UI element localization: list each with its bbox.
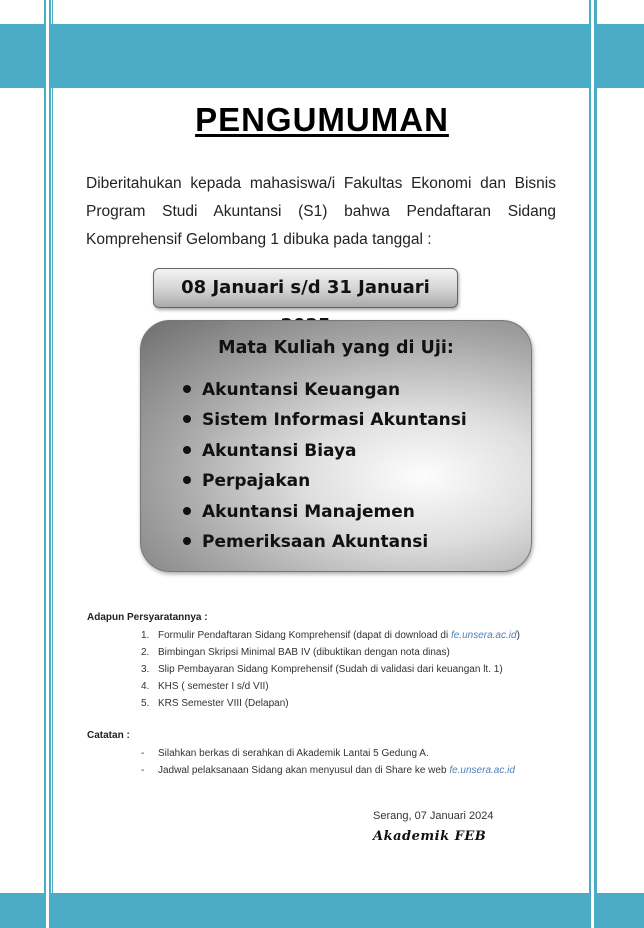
frame-inner-line-right — [596, 0, 597, 928]
course-box — [140, 320, 532, 572]
note-item — [141, 745, 515, 762]
requirement-item — [141, 644, 520, 661]
note-item — [141, 762, 515, 779]
requirement-item — [141, 661, 520, 678]
requirement-text-end: ) — [516, 630, 520, 641]
requirement-number: 4. — [141, 681, 150, 692]
course-item-label: Perpajakan — [202, 471, 311, 492]
website-link[interactable]: fe.unsera.ac.id — [450, 630, 517, 641]
announcement-title: PENGUMUMAN — [195, 101, 449, 138]
course-item — [181, 436, 467, 466]
course-heading: Mata Kuliah yang di Uji: — [218, 338, 454, 358]
course-item-label: Pemeriksaan Akuntansi — [202, 531, 429, 552]
requirement-text: KHS ( semester I s/d VII) — [158, 681, 269, 692]
course-item-label: Sistem Informasi Akuntansi — [202, 410, 467, 431]
course-item — [181, 375, 467, 405]
requirement-item — [141, 627, 520, 644]
course-item — [181, 405, 467, 435]
note-text: Jadwal pelaksanaan Sidang akan menyusul dan di Share ke web — [158, 765, 450, 776]
requirement-number: 5. — [141, 698, 150, 709]
date-range-box: 08 Januari s/d 31 Januari — [153, 268, 458, 308]
signature-name: Akademik FEB — [373, 829, 487, 844]
course-list — [181, 375, 467, 557]
requirements-label: Adapun Persyaratannya : — [87, 612, 208, 623]
notes-label: Catatan : — [87, 730, 130, 741]
course-item — [181, 527, 467, 557]
course-item-label: Akuntansi Biaya — [202, 440, 357, 461]
bullet-icon — [183, 537, 191, 545]
bullet-icon — [183, 476, 191, 484]
requirement-text: KRS Semester VIII (Delapan) — [158, 698, 289, 709]
frame-gap-right — [591, 0, 594, 928]
bullet-icon — [183, 385, 191, 393]
requirement-number: 2. — [141, 647, 150, 658]
note-dash: - — [141, 765, 145, 776]
requirement-text: Slip Pembayaran Sidang Komprehensif (Sudah di validasi dari keuangan lt. 1) — [158, 664, 503, 675]
requirements-list — [141, 627, 520, 712]
course-item — [181, 466, 467, 496]
note-text: Silahkan berkas di serahkan di Akademik Lantai 5 Gedung A. — [158, 748, 429, 759]
course-item-label: Akuntansi Manajemen — [202, 501, 415, 522]
bullet-icon — [183, 415, 191, 423]
intro-paragraph: Diberitahukan kepada mahasiswa/i Fakultas Ekonomi dan Bisnis Program Studi Akuntansi (S1) bahwa Pendaftaran Sidang Komprehensif Gelombang 1 dibuka pada tanggal : — [86, 175, 556, 248]
requirement-item — [141, 678, 520, 695]
requirement-text: Bimbingan Skripsi Minimal BAB IV (dibuktikan dengan nota dinas) — [158, 647, 450, 658]
header-band — [0, 24, 644, 88]
frame-gap-left — [46, 0, 49, 928]
signature-place-date: Serang, 07 Januari 2024 — [373, 810, 494, 822]
requirement-number: 3. — [141, 664, 150, 675]
requirement-text: Formulir Pendaftaran Sidang Komprehensif (dapat di download di — [158, 630, 451, 641]
course-item — [181, 497, 467, 527]
course-item-label: Akuntansi Keuangan — [202, 380, 401, 400]
note-dash: - — [141, 748, 145, 759]
footer-band — [0, 893, 644, 928]
notes-list — [141, 745, 515, 779]
bullet-icon — [183, 507, 191, 515]
website-link[interactable]: fe.unsera.ac.id — [449, 765, 515, 776]
frame-inner-line-left — [52, 0, 53, 928]
requirement-number: 1. — [141, 630, 150, 641]
requirement-item — [141, 695, 520, 712]
bullet-icon — [183, 446, 191, 454]
